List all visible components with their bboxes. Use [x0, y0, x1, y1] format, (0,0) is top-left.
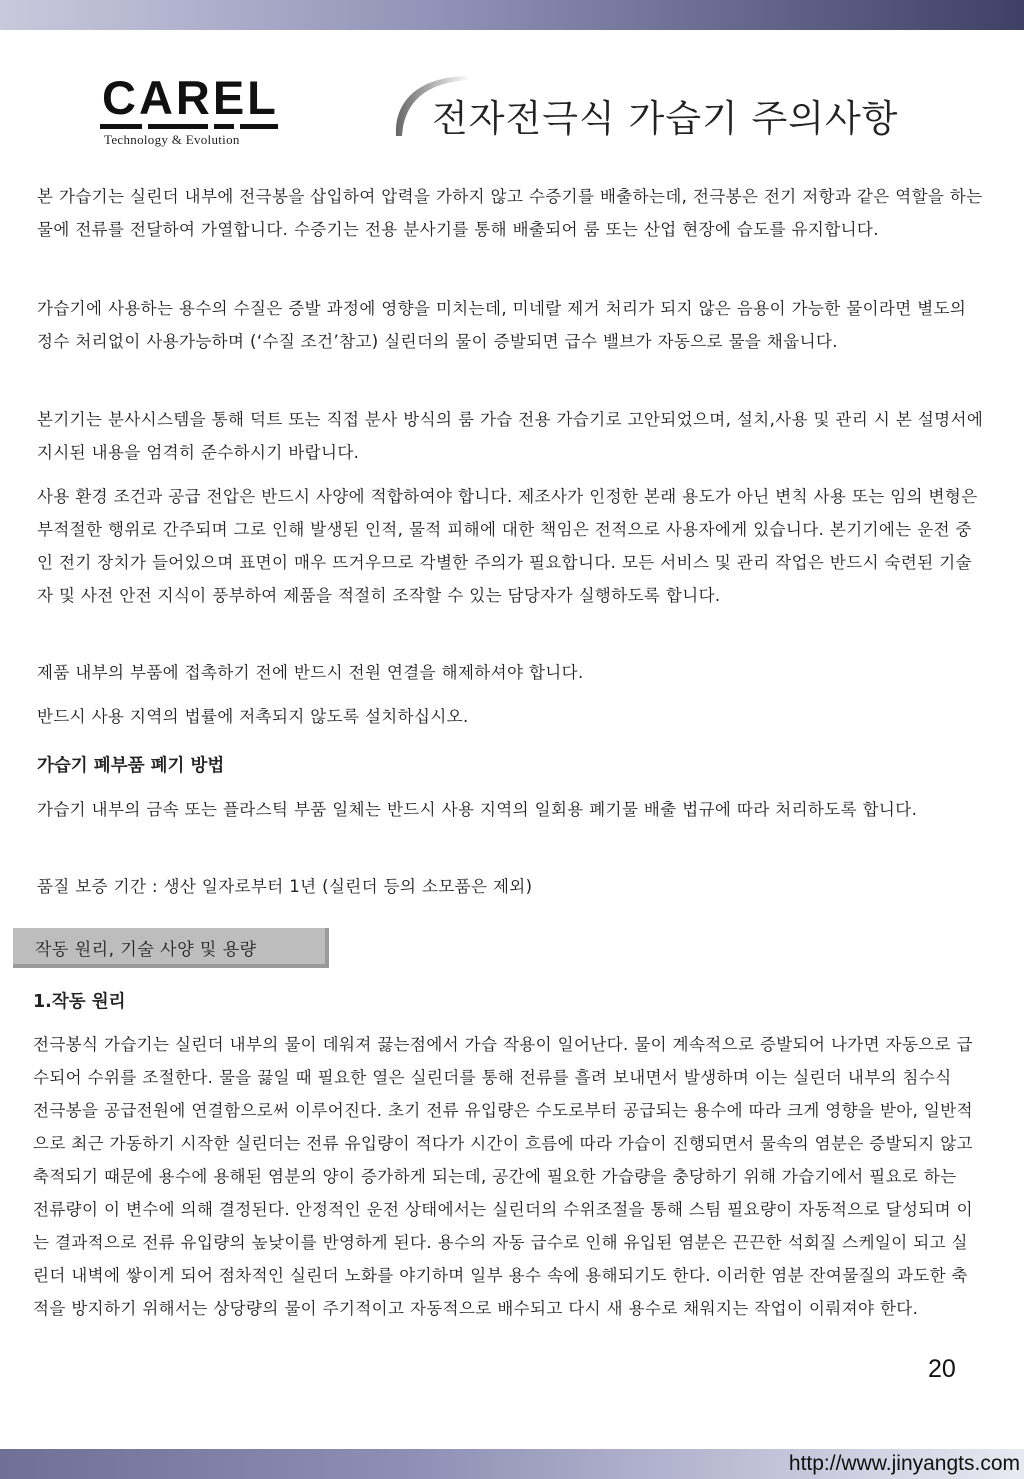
section-title-bar [13, 928, 329, 968]
disposal-heading: 가습기 폐부품 폐기 방법 [37, 756, 225, 776]
intro-paragraph: 본 가습기는 실린더 내부에 전극봉을 삽입하여 압력을 가하지 않고 수증기를 배출하는데, 전극봉은 전기 저항과 같은 역할을 하는 물에 전류를 전달하여 가열합니다. 수증기는 전용 분사기를 통해 배출되어 룸 또는 산업 현장에 습도를 유지합니다. [37, 187, 983, 239]
logo-wordmark: CAREL [102, 71, 279, 124]
logo-rule-segment [148, 124, 208, 129]
warranty-paragraph: 품질 보증 기간 : 생산 일자로부터 1년 (실린더 등의 소모품은 제외) [37, 877, 533, 896]
logo-rule-segment [240, 124, 278, 129]
logo-rule-segment [214, 124, 234, 129]
operation-principle-heading: 1.작동 원리 [33, 992, 126, 1012]
top-decorative-bar [0, 0, 1024, 30]
safety-paragraph: 사용 환경 조건과 공급 전압은 반드시 사양에 적합하여야 합니다. 제조사가 인정한 본래 용도가 아닌 변칙 사용 또는 임의 변형은 부적절한 행위로 간주되며 그로 인해 발생된 인적, 물적 피해에 대한 책임은 전적으로 사용자에게 있습니다. 본기기에는 운전 중인 전기 장치가 들어있으며 표면이 매우 뜨거우므로 각별한 주의가 필요합니다. 모든 서비스 및 관리 작업은 반드시 숙련된 기술자 및 사전 안전 지식이 풍부하여 제품을 적절히 조작할 수 있는 담당자가 실행하도록 합니다. [37, 487, 978, 605]
installation-paragraph: 반드시 사용 지역의 법률에 저촉되지 않도록 설치하십시오. [37, 707, 469, 726]
disposal-paragraph: 가습기 내부의 금속 또는 플라스틱 부품 일체는 반드시 사용 지역의 일회용 폐기물 배출 법규에 따라 처리하도록 합니다. [37, 800, 918, 819]
carel-logo [100, 70, 282, 150]
page-number: 20 [928, 1355, 956, 1383]
power-warning-paragraph: 제품 내부의 부품에 접촉하기 전에 반드시 전원 연결을 해제하셔야 합니다. [37, 663, 584, 682]
operation-principle-body: 전극봉식 가습기는 실린더 내부의 물이 데워져 끓는점에서 가습 작용이 일어난다. 물이 계속적으로 증발되어 나가면 자동으로 급수되어 수위를 조절한다. 물을 끓일 때 필요한 열은 실린더를 통해 전류를 흘려 보내면서 발생하며 이는 실린더 내부의 침수식 전극봉을 공급전원에 연결함으로써 이루어진다. 초기 전류 유입량은 수도로부터 공급되는 용수에 따라 크게 영향을 받아, 일반적으로 최근 가동하기 시작한 실린더는 전류 유입량이 적다가 시간이 흐름에 따라 가습이 진행되면서 물속의 염분은 증발되지 않고 축적되기 때문에 용수에 용해된 염분의 양이 증가하게 되는데, 공간에 필요한 가습량을 충당하기 위해 가습기에서 필요로 하는 전류량이 이 변수에 의해 결정된다. 안정적인 운전 상태에서는 실린더의 수위조절을 통해 스팀 필요량이 자동적으로 달성되며 이는 결과적으로 전류 유입량의 높낮이를 반영하게 된다. 용수의 자동 급수로 인해 유입된 염분은 끈끈한 석회질 스케일이 되고 실린더 내벽에 쌓이게 되어 점차적인 실린더 노화를 야기하며 일부 용수 속에 용해되기도 한다. 이러한 염분 잔여물질의 과도한 축적을 방지하기 위해서는 상당량의 물이 주기적이고 자동적으로 배수되고 다시 새 용수로 채워지는 작업이 이뤄져야 한다. [33, 1035, 973, 1318]
water-quality-paragraph: 가습기에 사용하는 용수의 수질은 증발 과정에 영향을 미치는데, 미네랄 제거 처리가 되지 않은 음용이 가능한 물이라면 별도의 정수 처리없이 사용가능하며 (‘수질 조건’참고) 실린더의 물이 증발되면 급수 밸브가 자동으로 물을 채웁니다. [37, 299, 967, 351]
footer-url-link[interactable]: http://www.jinyangts.com [788, 1452, 1020, 1475]
page-title: 전자전극식 가습기 주의사항 [432, 97, 899, 140]
logo-rule-segment [100, 124, 142, 129]
section-title: 작동 원리, 기술 사양 및 용량 [35, 940, 257, 960]
usage-paragraph: 본기기는 분사시스템을 통해 덕트 또는 직접 분사 방식의 룸 가습 전용 가습기로 고안되었으며, 설치,사용 및 관리 시 본 설명서에 지시된 내용을 엄격히 준수하시기 바랍니다. [37, 410, 984, 462]
logo-tagline: Technology & Evolution [104, 132, 240, 147]
